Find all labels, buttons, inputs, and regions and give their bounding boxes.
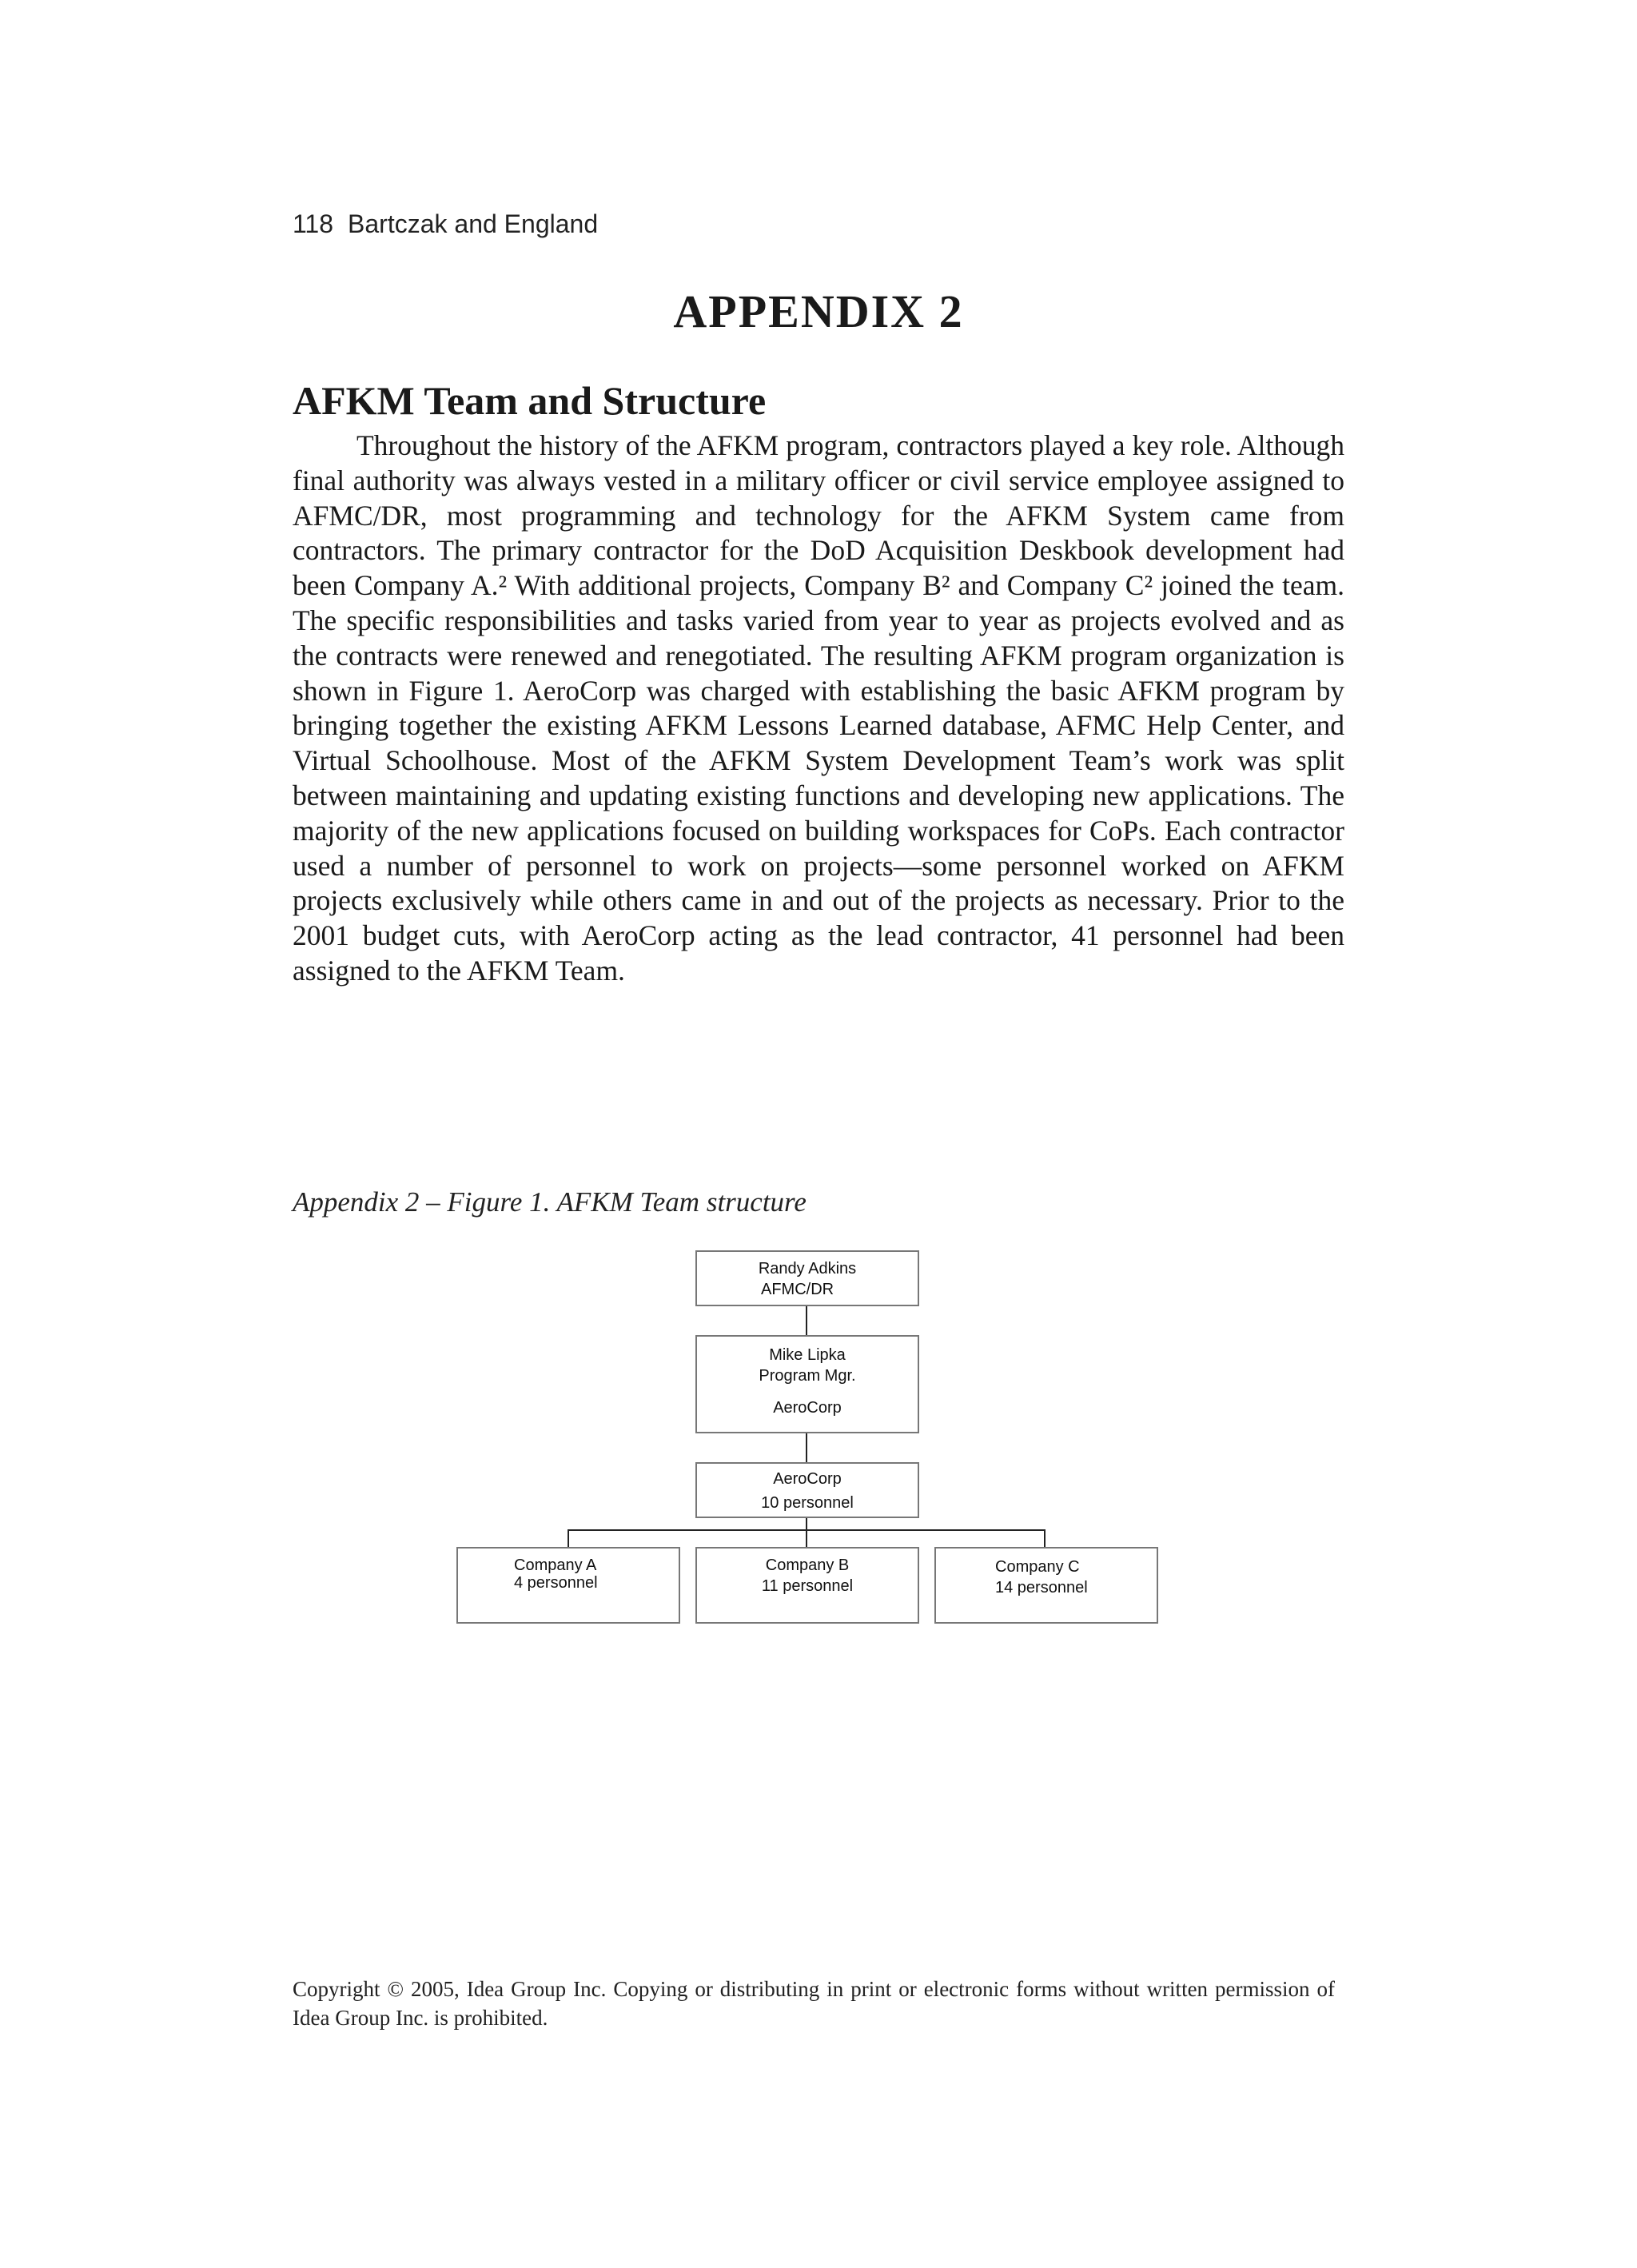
org-box-lead-contractor — [695, 1462, 919, 1518]
figure-caption: Appendix 2 – Figure 1. AFKM Team structure — [293, 1186, 807, 1218]
director-name: Randy Adkins — [758, 1260, 857, 1277]
pm-name: Mike Lipka — [769, 1346, 846, 1364]
company-a-personnel: 4 personnel — [514, 1574, 598, 1592]
connector-lead-stem — [806, 1518, 807, 1547]
section-heading: AFKM Team and Structure — [293, 378, 767, 423]
lead-company: AeroCorp — [773, 1470, 842, 1488]
pm-role: Program Mgr. — [759, 1367, 856, 1385]
company-c-personnel: 14 personnel — [995, 1579, 1088, 1596]
org-box-company-a — [456, 1547, 680, 1624]
body-paragraph: Throughout the history of the AFKM program, contractors played a key role. Although final authority was always vested in a military officer or civil service employee assigned to AFMC/DR, most programming and technology for the AFKM System came from contractors. The primary contractor for the DoD Acquisition Deskbook development had been Company A.² With additional projects, Company B² and Company C² joined the team. The specific responsibilities and tasks varied from year to year as projects evolved and as the contracts were renewed and renegotiated. The resulting AFKM program organization is shown in Figure 1. AeroCorp was charged with establishing the basic AFKM program by bringing together the existing AFKM Lessons Learned database, AFMC Help Center, and Virtual Schoolhouse. Most of the AFKM System Development Team’s work was split between maintaining and updating existing functions and developing new applications. The majority of the new applications focused on building workspaces for CoPs. Each contractor used a number of personnel to work on projects—some personnel worked on AFKM projects exclusively while others came in and out of the projects as necessary. Prior to the 2001 budget cuts, with AeroCorp acting as the lead contractor, 41 personnel had been assigned to the AFKM Team. — [293, 429, 1344, 987]
company-a-name: Company A — [514, 1557, 597, 1574]
running-head-authors: Bartczak and England — [348, 209, 599, 238]
appendix-title: APPENDIX 2 — [673, 285, 964, 337]
org-box-company-c — [934, 1547, 1158, 1624]
director-office: AFMC/DR — [761, 1281, 834, 1298]
connector-branch-company-a — [568, 1529, 569, 1547]
copyright-footer: Copyright © 2005, Idea Group Inc. Copying or distributing in print or electronic forms without written permission of Idea Group Inc. is prohibited. — [293, 1977, 1335, 2030]
pm-company: AeroCorp — [773, 1399, 842, 1417]
page-number: 118 — [293, 209, 334, 238]
connector-branch-horizontal — [568, 1529, 1046, 1531]
connector-director-to-pm — [806, 1306, 807, 1335]
company-b-name: Company B — [765, 1557, 850, 1574]
running-head — [293, 209, 598, 239]
company-b-personnel: 11 personnel — [761, 1577, 854, 1595]
org-box-program-manager — [695, 1335, 919, 1433]
company-c-name: Company C — [995, 1558, 1080, 1576]
org-box-company-b — [695, 1547, 919, 1624]
connector-branch-company-c — [1044, 1529, 1046, 1547]
org-box-director — [695, 1250, 919, 1306]
lead-personnel: 10 personnel — [761, 1494, 854, 1512]
connector-pm-to-lead — [806, 1433, 807, 1462]
